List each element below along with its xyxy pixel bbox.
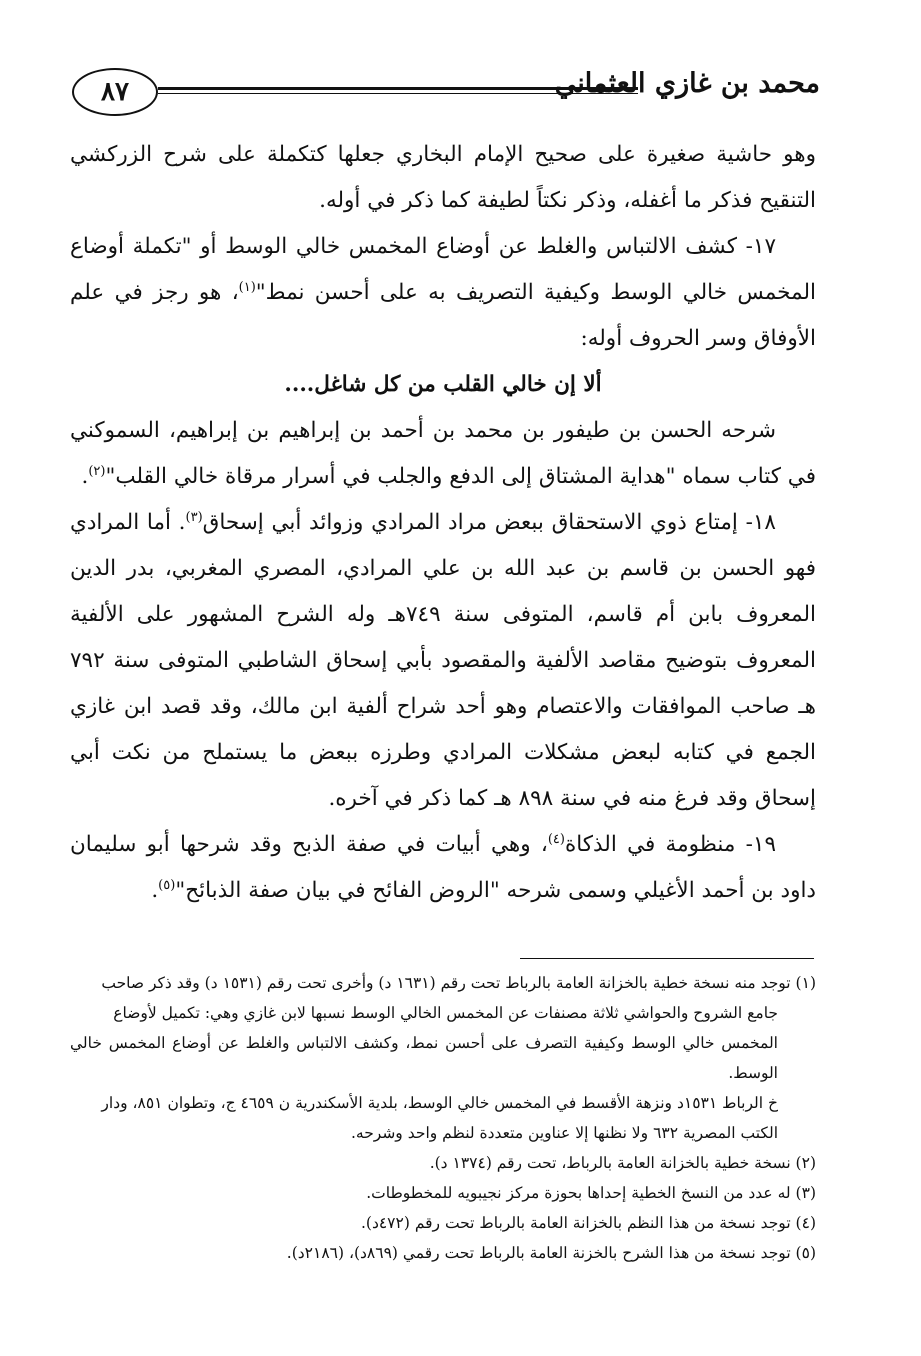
footnote-ref-5: (٥) [158, 877, 176, 893]
paragraph-1 [70, 132, 816, 224]
footnote-1-line-2: جامع الشروح والحواشي ثلاثة مصنفات عن المخمس الخالي الوسط نسبها لابن غازي وهي: تكميل لأوضاع [113, 1004, 778, 1022]
footnote-1-line-1: (١) توجد منه نسخة خطية بالخزانة العامة بالرباط تحت رقم (١٦٣١ د) وأخرى تحت رقم (١٥٣١ د) وقد ذكر صاحب [101, 974, 816, 992]
footnote-1-line-5: الكتب المصرية ٦٣٢ ولا نظنها إلا عناوين متعددة لنظم واحد وشرحه. [350, 1124, 778, 1142]
paragraph-commentary [70, 408, 816, 500]
commentary-text: شرحه الحسن بن طيفور بن محمد بن أحمد بن إبراهيم بن إبراهيم، السموكني في كتاب سماه "هداية المشتاق إلى الدفع والجلب في أسرار مرقاة خالي القلب" [70, 418, 816, 489]
item-19-text-end: . [151, 878, 159, 903]
footnote-4: (٤) توجد نسخة من هذا النظم بالخزانة العامة بالرباط تحت رقم (٤٧٢د). [360, 1214, 816, 1232]
footnote-1-line-3: المخمس خالي الوسط وكيفية التصرف على أحسن نمط، وكشف الالتباس والغلط عن أوضاع المخمس خالي الوسط. [70, 1034, 778, 1082]
page-number: ٨٧ [72, 68, 158, 116]
footnotes [70, 968, 816, 1268]
paragraph-item-19 [70, 822, 816, 914]
footnote-separator [520, 958, 814, 959]
footnote-1-line-4: خ الرباط ١٥٣١د ونزهة الأقسط في المخمس خالي الوسط، بلدية الأسكندرية ن ٤٦٥٩ ج، وتطوان ٨٥١، ودار [101, 1094, 778, 1112]
footnote-5: (٥) توجد نسخة من هذا الشرح بالخزنة العامة بالرباط تحت رقمي (٨٦٩د)، (٢١٨٦د). [286, 1244, 816, 1262]
verse-line: ألا إن خالي القلب من كل شاغل.... [284, 372, 602, 397]
item-19-text: ١٩- منظومة في الذكاة [564, 832, 776, 857]
footnote-ref-4: (٤) [547, 831, 565, 847]
footnote-2: (٢) نسخة خطية بالخزانة العامة بالرباط، تحت رقم (١٣٧٤ د). [429, 1154, 816, 1172]
commentary-end: . [81, 464, 89, 489]
paragraph-item-18 [70, 500, 816, 822]
item-17-text: ١٧- كشف الالتباس والغلط عن أوضاع المخمس خالي الوسط أو "تكملة أوضاع المخمس خالي الوسط وكيفية التصريف به على أحسن نمط" [70, 234, 816, 305]
running-title: محمد بن غازي العثماني [554, 68, 820, 99]
page-header [72, 60, 820, 132]
paragraph-item-17 [70, 224, 816, 362]
footnote-ref-2: (٢) [88, 463, 106, 479]
item-19-text-cont: ، وهي أبيات في صفة الذبح وقد شرحها أبو سليمان داود بن أحمد الأغيلي وسمى شرحه "الروض الفائح في بيان صفة الذبائح" [70, 832, 816, 903]
item-18-text-cont: . أما المرادي فهو الحسن بن قاسم بن عبد الله بن علي المرادي، المصري المغربي، بدر الدين المعروف بابن أم قاسم، المتوفى سنة ٧٤٩هـ وله الشرح المشهور على الألفية المعروف بتوضيح مقاصد الألفية والمقصود بأبي إسحاق الشاطبي المتوفى سنة ٧٩٢ هـ صاحب الموافقات والاعتصام وهو أحد شراح ألفية ابن مالك، وقد قصد ابن غازي الجمع في كتابه لبعض مشكلات المرادي وطرزه ببعض ما يستملح من نكت أبي إسحاق وقد فرغ منه في سنة ٨٩٨ هـ كما ذكر في آخره. [70, 510, 816, 811]
footnote-ref-3: (٣) [185, 509, 203, 525]
footnote-ref-1: (١) [238, 279, 256, 295]
footnote-3: (٣) له عدد من النسخ الخطية إحداها بحوزة مركز نجيبويه للمخطوطات. [366, 1184, 816, 1202]
main-text [70, 132, 816, 914]
paragraph-1-text: وهو حاشية صغيرة على صحيح الإمام البخاري جعلها كتكملة على شرح الزركشي التنقيح فذكر ما أغفله، وذكر نكتاً لطيفة كما ذكر في أوله. [70, 142, 816, 213]
item-18-text: ١٨- إمتاع ذوي الاستحقاق ببعض مراد المرادي وزوائد أبي إسحاق [202, 510, 776, 535]
item-17-text-cont: ، هو رجز في علم الأوفاق وسر الحروف أوله: [70, 280, 816, 351]
